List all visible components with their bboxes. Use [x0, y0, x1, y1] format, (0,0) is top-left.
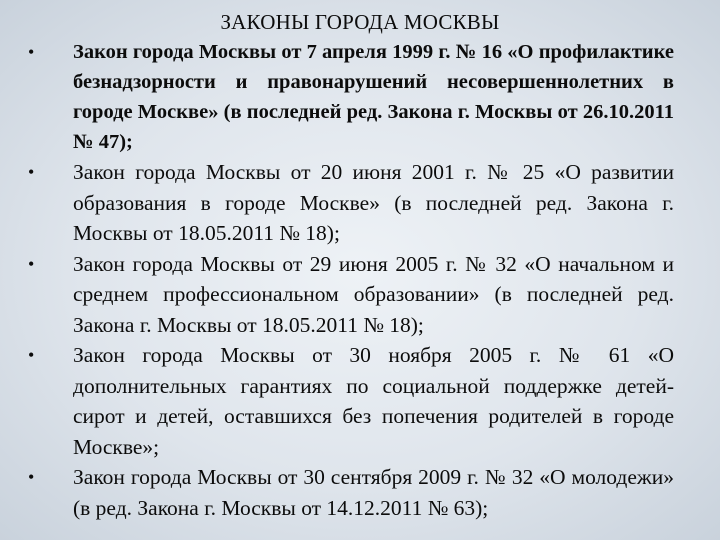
bullet-icon: •: [28, 345, 35, 365]
bullet-icon: •: [28, 42, 35, 62]
bullet-icon: •: [28, 467, 35, 487]
list-item: [28, 340, 674, 462]
bullet-icon: •: [28, 253, 35, 274]
list-item: [28, 462, 674, 523]
law-text: Закон города Москвы от 29 июня 2005 г. № 32 «О начальном и среднем профессиональном образовании» (в последней ред. Закона г. Москвы от 18.05.2011 № 18);: [73, 251, 674, 337]
slide-title: ЗАКОНЫ ГОРОДА МОСКВЫ: [220, 10, 500, 34]
list-item: [28, 37, 674, 157]
law-text: Закон города Москвы от 20 июня 2001 г. № 25 «О развитии образования в городе Москве» (в последней ред. Закона г. Москвы от 18.05.2011 № 18);: [73, 160, 674, 245]
bullet-icon: •: [28, 162, 35, 182]
list-item: [28, 157, 674, 249]
law-list: [28, 37, 674, 523]
law-text: Закон города Москвы от 7 апреля 1999 г. № 16 «О профилактике безнадзорности и правонарушений несовершеннолетних в городе Москве» (в последней ред. Закона г. Москвы от 26.10.2011 № 47);: [73, 41, 674, 153]
law-text: Закон города Москвы от 30 сентября 2009 г. № 32 «О молодежи» (в ред. Закона г. Москвы от 14.12.2011 № 63);: [73, 465, 674, 520]
law-text: Закон города Москвы от 30 ноября 2005 г. № 61 «О дополнительных гарантиях по социальной поддержке детей-сирот и детей, оставшихся без попечения родителей в городе Москве»;: [73, 343, 674, 459]
list-item: [28, 249, 674, 341]
